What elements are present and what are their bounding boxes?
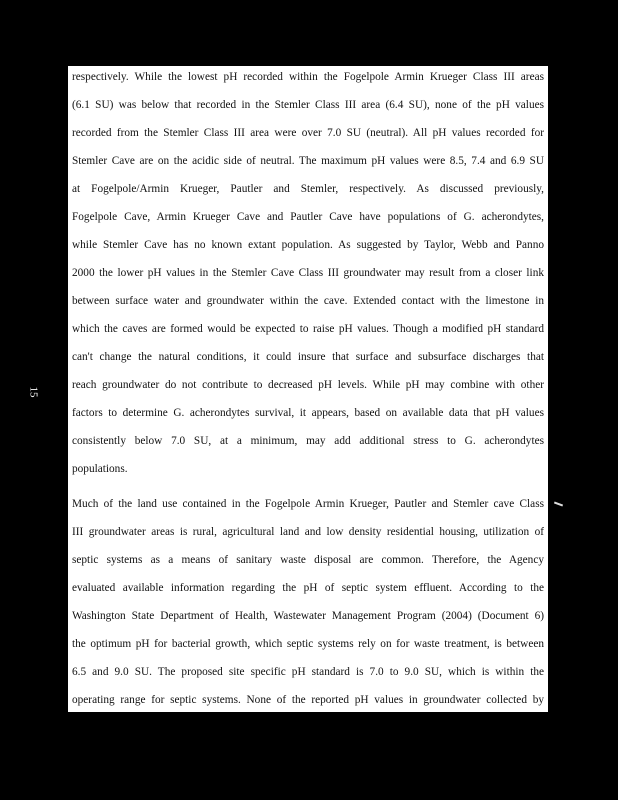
document-page bbox=[68, 66, 548, 712]
paragraph-ph-comparison bbox=[68, 66, 548, 483]
text-line: Washington State Department of Health, Wastewater Management Program (2004) (Document 6) bbox=[72, 610, 544, 622]
text-line: at Fogelpole/Armin Krueger, Pautler and Stemler, respectively. As discussed previously, bbox=[72, 183, 544, 195]
text-line: evaluated available information regarding the pH of septic system effluent. According to the bbox=[72, 582, 544, 594]
text-line: III groundwater areas is rural, agricultural land and low density residential housing, utilization of bbox=[72, 526, 544, 538]
text-line: consistently below 7.0 SU, at a minimum, may add additional stress to G. acherondytes bbox=[72, 435, 544, 447]
text-line: the optimum pH for bacterial growth, which septic systems rely on for waste treatment, is between bbox=[72, 638, 544, 650]
scan-mark bbox=[554, 502, 563, 507]
text-line: respectively. While the lowest pH recorded within the Fogelpole Armin Krueger Class III areas bbox=[72, 71, 544, 83]
text-line: factors to determine G. acherondytes survival, it appears, based on available data that pH values bbox=[72, 407, 544, 419]
text-line: while Stemler Cave has no known extant population. As suggested by Taylor, Webb and Panno bbox=[72, 239, 544, 251]
text-line: populations. bbox=[72, 463, 128, 475]
text-line: Fogelpole Cave, Armin Krueger Cave and Pautler Cave have populations of G. acherondytes, bbox=[72, 211, 544, 223]
text-line: Stemler Cave are on the acidic side of neutral. The maximum pH values were 8.5, 7.4 and 6.9 SU bbox=[72, 155, 544, 167]
text-line: operating range for septic systems. None of the reported pH values in groundwater collected by bbox=[72, 694, 544, 706]
text-line: Much of the land use contained in the Fogelpole Armin Krueger, Pautler and Stemler cave Class bbox=[72, 498, 544, 510]
text-line: 6.5 and 9.0 SU. The proposed site specific pH standard is 7.0 to 9.0 SU, which is within the bbox=[72, 666, 544, 678]
text-line: 2000 the lower pH values in the Stemler Cave Class III groundwater may result from a closer link bbox=[72, 267, 544, 279]
text-line: recorded from the Stemler Class III area were over 7.0 SU (neutral). All pH values recorded for bbox=[72, 127, 544, 139]
text-line: can't change the natural conditions, it could insure that surface and subsurface discharges that bbox=[72, 351, 544, 363]
text-line: which the caves are formed would be expected to raise pH values. Though a modified pH standard bbox=[72, 323, 544, 335]
paragraph-septic-systems bbox=[68, 490, 548, 712]
text-line: (6.1 SU) was below that recorded in the Stemler Class III area (6.4 SU), none of the pH values bbox=[72, 99, 544, 111]
text-line: reach groundwater do not contribute to decreased pH levels. While pH may combine with other bbox=[72, 379, 544, 391]
text-line: septic systems as a means of sanitary waste disposal are common. Therefore, the Agency bbox=[72, 554, 544, 566]
text-line: between surface water and groundwater within the cave. Extended contact with the limestone in bbox=[72, 295, 544, 307]
page-number: 15 bbox=[27, 386, 40, 398]
